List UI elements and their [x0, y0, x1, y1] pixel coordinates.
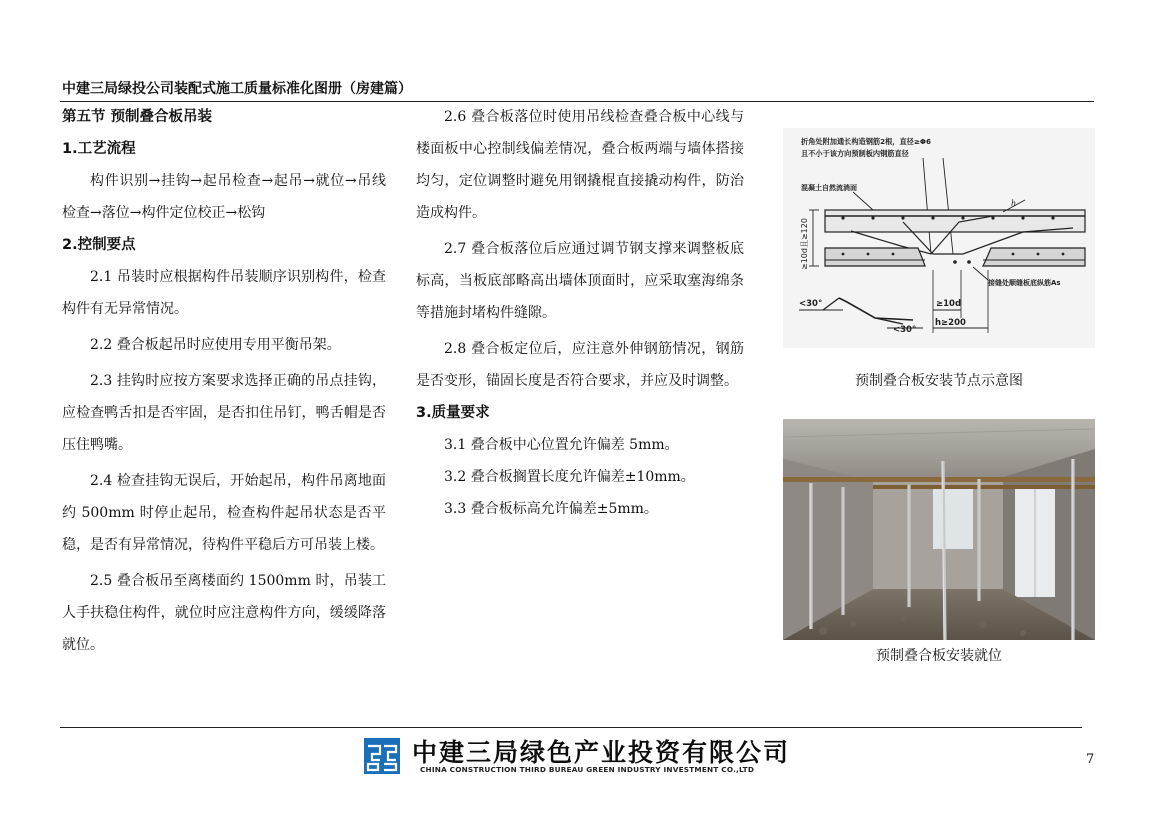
- footer-divider: [60, 727, 1082, 728]
- diagram-dim-200: h≥200: [935, 318, 966, 328]
- photo-caption: 预制叠合板安装就位: [876, 648, 1002, 664]
- diagram-concrete-label: 混凝土自然流淌面: [801, 184, 857, 192]
- control-item-2-4: 2.4 检查挂钩无误后，开始起吊，构件吊离地面约 500mm 时停止起吊，检查构件起吊状态是否平稳，是否有异常情况，待构件平稳后方可吊装上楼。: [62, 473, 386, 553]
- quality-item-3-1: 3.1 叠合板中心位置允许偏差 5mm。: [444, 437, 679, 453]
- control-item-2-2: 2.2 叠合板起吊时应使用专用平衡吊架。: [90, 337, 341, 353]
- control-item-2-1: 2.1 吊装时应根据构件吊装顺序识别构件，检查构件有无异常情况。: [62, 269, 386, 317]
- document-header-title: 中建三局绿投公司装配式施工质量标准化图册（房建篇）: [62, 81, 412, 97]
- control-item-2-7: 2.7 叠合板落位后应通过调节钢支撑来调整板底标高，当板底部略高出墙体顶面时，应采取塞海绵条等措施封堵构件缝隙。: [416, 241, 744, 321]
- text-column-middle: [416, 101, 744, 525]
- diagram-h-label: h: [1011, 199, 1017, 208]
- control-item-2-6: 2.6 叠合板落位时使用吊线检查叠合板中心线与楼面板中心控制线偏差情况，叠合板两端与墙体搭接均匀，定位调整时避免用钢撬棍直接撬动构件，防治造成构件。: [416, 109, 744, 221]
- quality-item-3-2: 3.2 叠合板搁置长度允许偏差±10mm。: [444, 469, 695, 485]
- diagram-dim-10d: ≥10d: [936, 299, 962, 309]
- control-item-2-8: 2.8 叠合板定位后，应注意外伸钢筋情况，钢筋是否变形，锚固长度是否符合要求，并应及时调整。: [416, 341, 744, 389]
- control-item-2-5: 2.5 叠合板吊至离楼面约 1500mm 时，吊装工人手扶稳住构件，就位时应注意构件方向，缓缓降落就位。: [62, 573, 386, 653]
- diagram-angle-2: <30°: [893, 325, 917, 335]
- installation-photo: [783, 419, 1095, 640]
- diagram-vertical-dim: ≥10d且≥120: [800, 218, 809, 270]
- diagram-note-line1: 折角处附加通长构造钢筋2根，直径≥Φ6: [801, 137, 931, 146]
- diagram-caption: 预制叠合板安装节点示意图: [855, 373, 1023, 389]
- quality-item-3-3: 3.3 叠合板标高允许偏差±5mm。: [444, 501, 658, 517]
- control-heading: 2.控制要点: [62, 237, 136, 253]
- control-item-2-3: 2.3 挂钩时应按方案要求选择正确的吊点挂钩，应检查鸭舌扣是否牢固，是否扣住吊钉，鸭舌帽是否压住鸭嘴。: [62, 373, 386, 453]
- page-number: 7: [1086, 752, 1095, 767]
- process-heading: 1.工艺流程: [62, 141, 136, 157]
- diagram-joint-note: 接缝处顺缝板底纵筋As: [988, 279, 1061, 287]
- company-name-cn: 中建三局绿色产业投资有限公司: [412, 738, 791, 767]
- company-logo: [364, 738, 400, 774]
- process-text: 构件识别→挂钩→起吊检查→起吊→就位→吊线检查→落位→构件定位校正→松钩: [62, 173, 386, 221]
- quality-heading: 3.质量要求: [416, 405, 490, 421]
- company-name-en: CHINA CONSTRUCTION THIRD BUREAU GREEN INDUSTRY INVESTMENT CO.,LTD: [420, 765, 755, 774]
- node-diagram: [783, 128, 1095, 348]
- section-title: 第五节 预制叠合板吊装: [62, 109, 213, 125]
- text-column-left: [62, 101, 386, 661]
- diagram-angle-1: <30°: [799, 299, 823, 309]
- diagram-note-line2: 且不小于该方向预制板内钢筋直径: [801, 149, 909, 158]
